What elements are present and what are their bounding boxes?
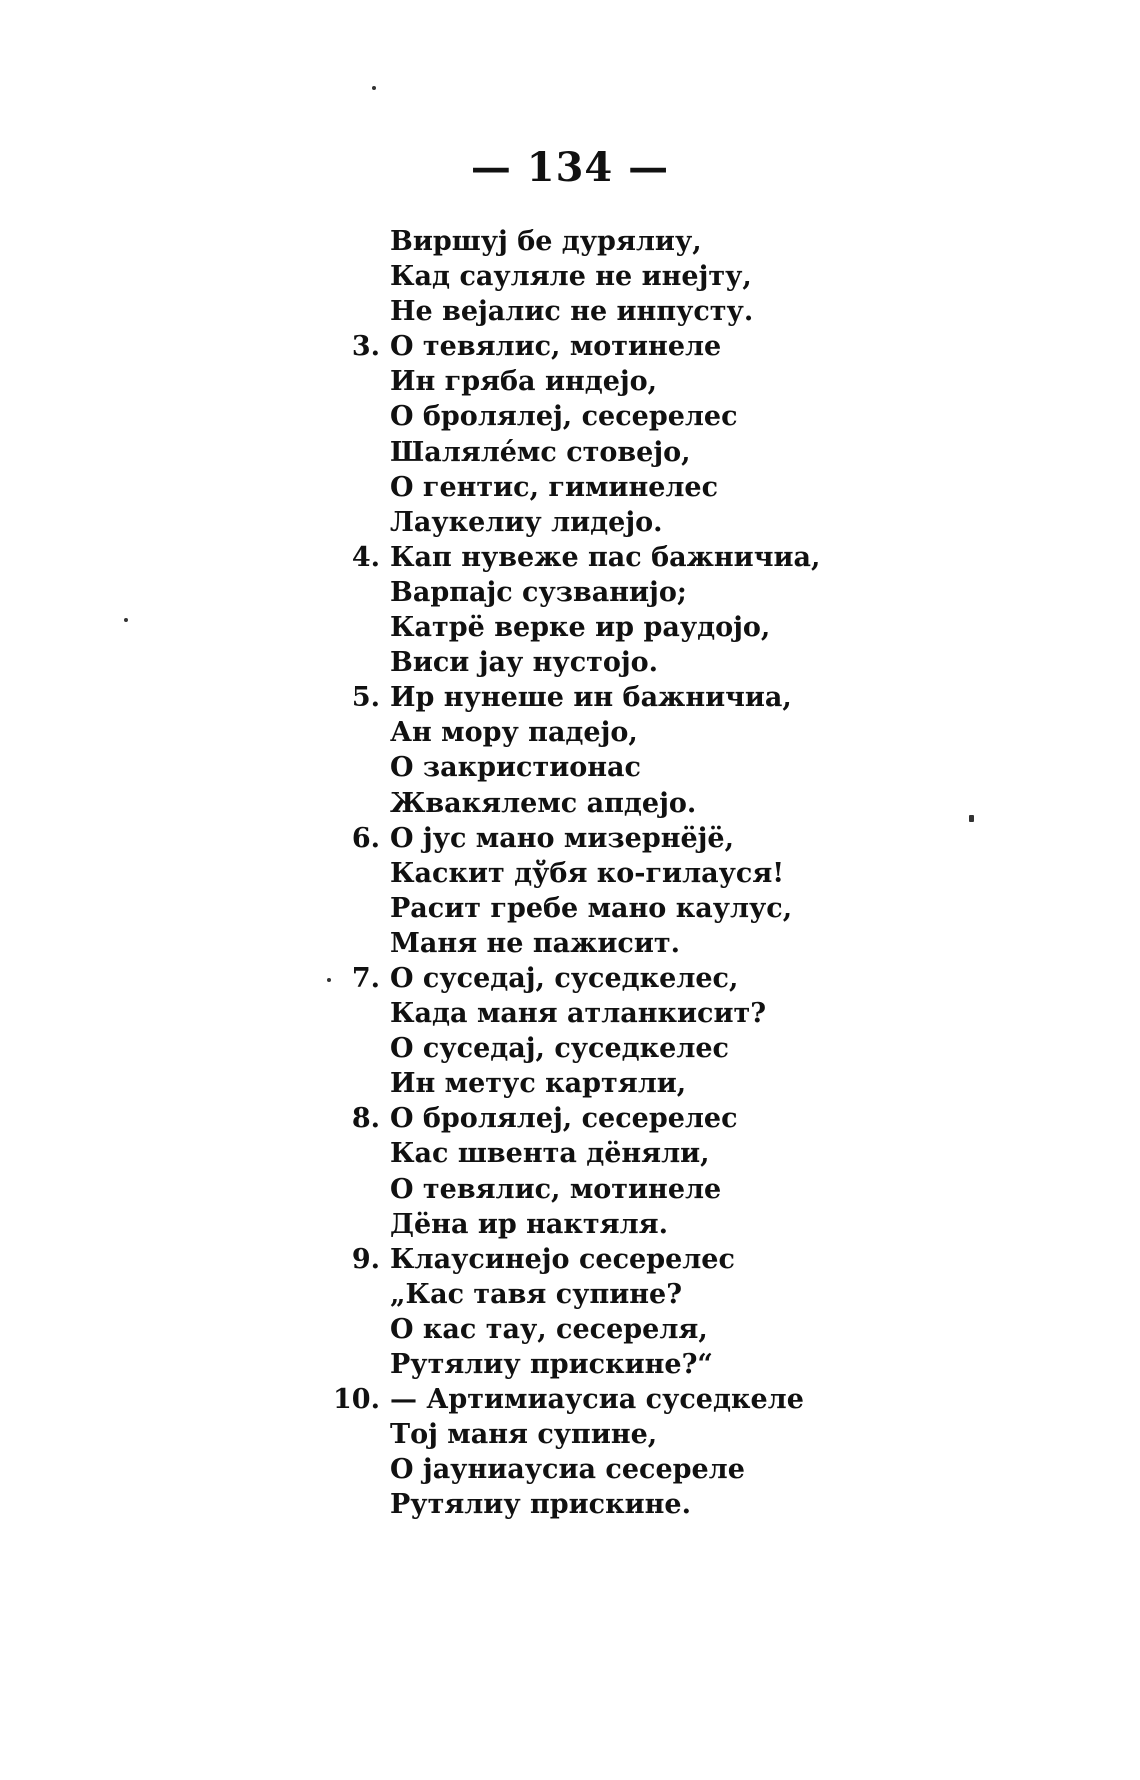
poem-line-text: О суседај, суседкелес bbox=[390, 1033, 729, 1065]
poem-line bbox=[351, 961, 950, 996]
poem-line bbox=[390, 505, 950, 540]
poem-line bbox=[390, 1066, 950, 1101]
print-speck bbox=[124, 618, 128, 622]
poem-line bbox=[390, 645, 950, 680]
poem-line-text: Кап нувеже пас бажничиа, bbox=[390, 541, 821, 573]
poem-line bbox=[351, 329, 950, 364]
poem-line bbox=[390, 1277, 950, 1312]
stanza-number: 10. bbox=[333, 1384, 380, 1416]
poem-line bbox=[351, 680, 950, 715]
print-speck bbox=[969, 815, 974, 822]
poem-line-text: Ин гряба индејо, bbox=[390, 366, 658, 398]
poem-line-text: Ин метус картяли, bbox=[390, 1068, 687, 1100]
poem-line bbox=[390, 364, 950, 399]
poem-line-text: Ир нунеше ин бажничиа, bbox=[390, 682, 792, 714]
poem-line-text: Када маня атланкисит? bbox=[390, 998, 767, 1030]
poem-line-text: О закристионас bbox=[390, 752, 641, 784]
poem-line-text: Ан мору падејо, bbox=[390, 717, 638, 749]
poem-line bbox=[390, 1031, 950, 1066]
page-number: — 134 — bbox=[470, 144, 670, 191]
stanza-number: 3. bbox=[351, 331, 380, 363]
poem-line-text: О тевялис, мотинеле bbox=[390, 331, 722, 363]
poem-line-text: Лаукелиу лидејо. bbox=[390, 506, 663, 538]
poem-line-text: Шаляле́мс стовејо, bbox=[390, 436, 691, 468]
poem-line-text: О бролялеј, сесерелес bbox=[390, 401, 738, 433]
poem-line bbox=[390, 750, 950, 785]
poem-line-text: Расит гребе мано каулус, bbox=[390, 892, 793, 924]
poem-line-text: Рутялиу прискине. bbox=[390, 1489, 691, 1521]
poem-line bbox=[390, 926, 950, 961]
poem-line bbox=[390, 1207, 950, 1242]
poem-line-text: Маня не пажисит. bbox=[390, 927, 680, 959]
poem-line bbox=[390, 224, 950, 259]
poem-line bbox=[390, 856, 950, 891]
poem-line-text: Кад сауляле не инејту, bbox=[390, 261, 752, 293]
poem-line-text: О гентис, гиминелес bbox=[390, 471, 719, 503]
print-speck bbox=[327, 978, 331, 982]
poem-line-text: Тој маня супине, bbox=[390, 1419, 658, 1451]
poem-line-text: — Артимиаусиа суседкеле bbox=[390, 1384, 804, 1416]
poem-line-text: Варпајс сузванијо; bbox=[390, 576, 687, 608]
poem-line-text: Не вејалис не инпусту. bbox=[390, 296, 754, 328]
poem-line bbox=[390, 996, 950, 1031]
stanza-number: 5. bbox=[351, 682, 380, 714]
poem-line-text: Катрё верке ир раудојо, bbox=[390, 612, 771, 644]
poem-line bbox=[390, 259, 950, 294]
poem-line bbox=[351, 821, 950, 856]
stanza-number: 4. bbox=[351, 541, 380, 573]
poem-line-text: О суседај, суседкелес, bbox=[390, 962, 739, 994]
poem-line bbox=[351, 1242, 950, 1277]
poem-line bbox=[390, 294, 950, 329]
poem-line bbox=[333, 1382, 950, 1417]
stanza-number: 6. bbox=[351, 822, 380, 854]
poem-line bbox=[390, 1172, 950, 1207]
poem-line bbox=[390, 470, 950, 505]
poem-line-text: О јауниаусиа сесереле bbox=[390, 1454, 745, 1486]
poem-line bbox=[390, 1487, 950, 1522]
stanza-number: 7. bbox=[351, 962, 380, 994]
poem-text bbox=[333, 224, 950, 1522]
print-speck bbox=[372, 86, 376, 90]
poem-line bbox=[390, 399, 950, 434]
poem-line bbox=[390, 1417, 950, 1452]
poem-line bbox=[390, 1312, 950, 1347]
poem-line-text: О тевялис, мотинеле bbox=[390, 1173, 722, 1205]
poem-line-text: О кас тау, сесереля, bbox=[390, 1313, 708, 1345]
poem-line bbox=[390, 1136, 950, 1171]
poem-line-text: Виси јау нустојо. bbox=[390, 647, 659, 679]
poem-line-text: Виршуј бе дурялиу, bbox=[390, 226, 702, 257]
poem-line-text: Кас швента дёняли, bbox=[390, 1138, 710, 1170]
poem-line bbox=[351, 1101, 950, 1136]
poem-line-text: Дёна ир нактяля. bbox=[390, 1208, 668, 1240]
poem-line bbox=[390, 1347, 950, 1382]
stanza-number: 9. bbox=[351, 1243, 380, 1275]
poem-line bbox=[390, 610, 950, 645]
poem-line bbox=[390, 891, 950, 926]
stanza-number: 8. bbox=[351, 1103, 380, 1135]
poem-line-text: „Кас тавя супине? bbox=[390, 1278, 683, 1310]
poem-line-text: О јус мано мизернёјё, bbox=[390, 822, 734, 854]
poem-line bbox=[390, 435, 950, 470]
poem-line bbox=[390, 786, 950, 821]
poem-line bbox=[390, 1452, 950, 1487]
poem-line-text: Рутялиу прискине?“ bbox=[390, 1349, 713, 1380]
poem-line bbox=[390, 575, 950, 610]
poem-line-text: О бролялеј, сесерелес bbox=[390, 1103, 738, 1135]
poem-line bbox=[390, 715, 950, 750]
poem-line-text: Каскит дўбя ко-гилауся! bbox=[390, 857, 785, 889]
poem-line bbox=[351, 540, 950, 575]
poem-line-text: Клаусинејо сесерелес bbox=[390, 1243, 735, 1275]
poem-line-text: Жвакялемс апдејо. bbox=[390, 787, 697, 819]
